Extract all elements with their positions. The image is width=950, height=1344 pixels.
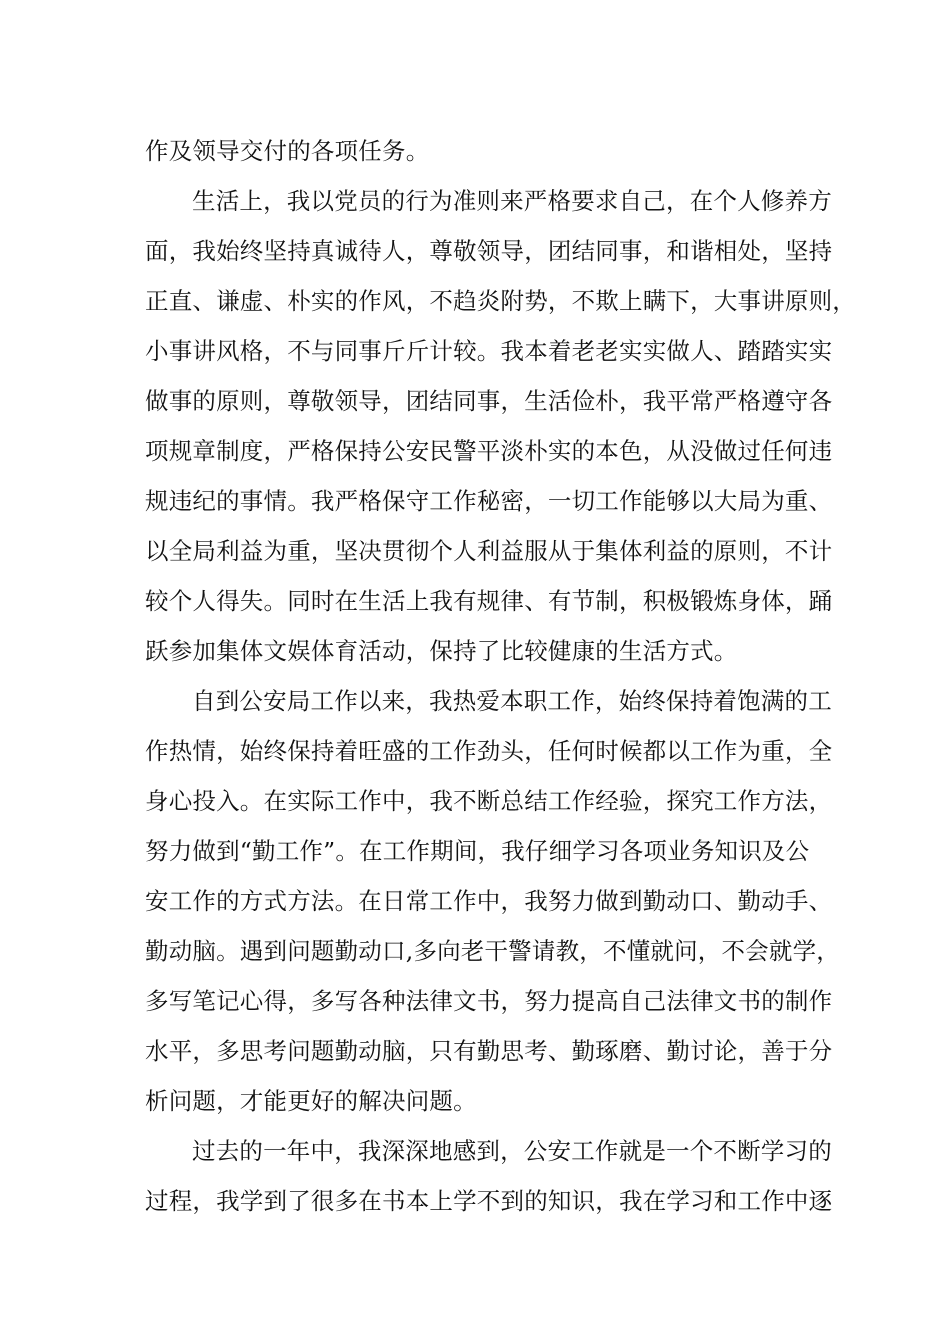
paragraph-3-line-5: 安工作的方式方法。在日常工作中，我努力做到勤动口、勤动手、	[145, 887, 833, 915]
paragraph-2-line-4: 小事讲风格，不与同事斤斤计较。我本着老老实实做人、踏踏实实	[145, 337, 833, 365]
paragraph-3-line-8: 水平，多思考问题勤动脑，只有勤思考、勤琢磨、勤讨论，善于分	[145, 1037, 833, 1065]
paragraph-3-line-7: 多写笔记心得，多写各种法律文书，努力提高自己法律文书的制作	[145, 987, 833, 1015]
paragraph-2-line-7: 规违纪的事情。我严格保守工作秘密，一切工作能够以大局为重、	[145, 487, 833, 515]
paragraph-2-line-10: 跃参加集体文娱体育活动，保持了比较健康的生活方式。	[145, 637, 738, 665]
paragraph-3-line-4: 努力做到“勤工作”。在工作期间，我仔细学习各项业务知识及公	[145, 837, 810, 865]
paragraph-2-line-5: 做事的原则，尊敬领导，团结同事，生活俭朴，我平常严格遵守各	[145, 387, 833, 415]
paragraph-3-line-3: 身心投入。在实际工作中，我不断总结工作经验，探究工作方法，	[145, 787, 833, 815]
paragraph-3-line-9: 析问题，才能更好的解决问题。	[145, 1087, 477, 1115]
paragraph-2-line-2: 面，我始终坚持真诚待人，尊敬领导，团结同事，和谐相处，坚持	[145, 237, 833, 265]
paragraph-3-line-6: 勤动脑。遇到问题勤动口,多向老干警请教，不懂就问，不会就学，	[145, 937, 840, 965]
paragraph-4-line-1: 过去的一年中，我深深地感到，公安工作就是一个不断学习的	[192, 1137, 832, 1165]
paragraph-3-line-2: 作热情，始终保持着旺盛的工作劲头，任何时候都以工作为重，全	[145, 737, 833, 765]
paragraph-2-line-6: 项规章制度，严格保持公安民警平淡朴实的本色，从没做过任何违	[145, 437, 833, 465]
paragraph-4-line-2: 过程，我学到了很多在书本上学不到的知识，我在学习和工作中逐	[145, 1187, 833, 1215]
paragraph-2-line-1: 生活上，我以党员的行为准则来严格要求自己，在个人修养方	[192, 187, 832, 215]
paragraph-3-line-1: 自到公安局工作以来，我热爱本职工作，始终保持着饱满的工	[192, 687, 832, 715]
paragraph-2-line-8: 以全局利益为重，坚决贯彻个人利益服从于集体利益的原则，不计	[145, 537, 833, 565]
paragraph-2-line-3: 正直、谦虚、朴实的作风，不趋炎附势，不欺上瞒下，大事讲原则，	[145, 287, 856, 315]
paragraph-2-line-9: 较个人得失。同时在生活上我有规律、有节制，积极锻炼身体，踊	[145, 587, 833, 615]
paragraph-1-line-1: 作及领导交付的各项任务。	[145, 137, 430, 165]
